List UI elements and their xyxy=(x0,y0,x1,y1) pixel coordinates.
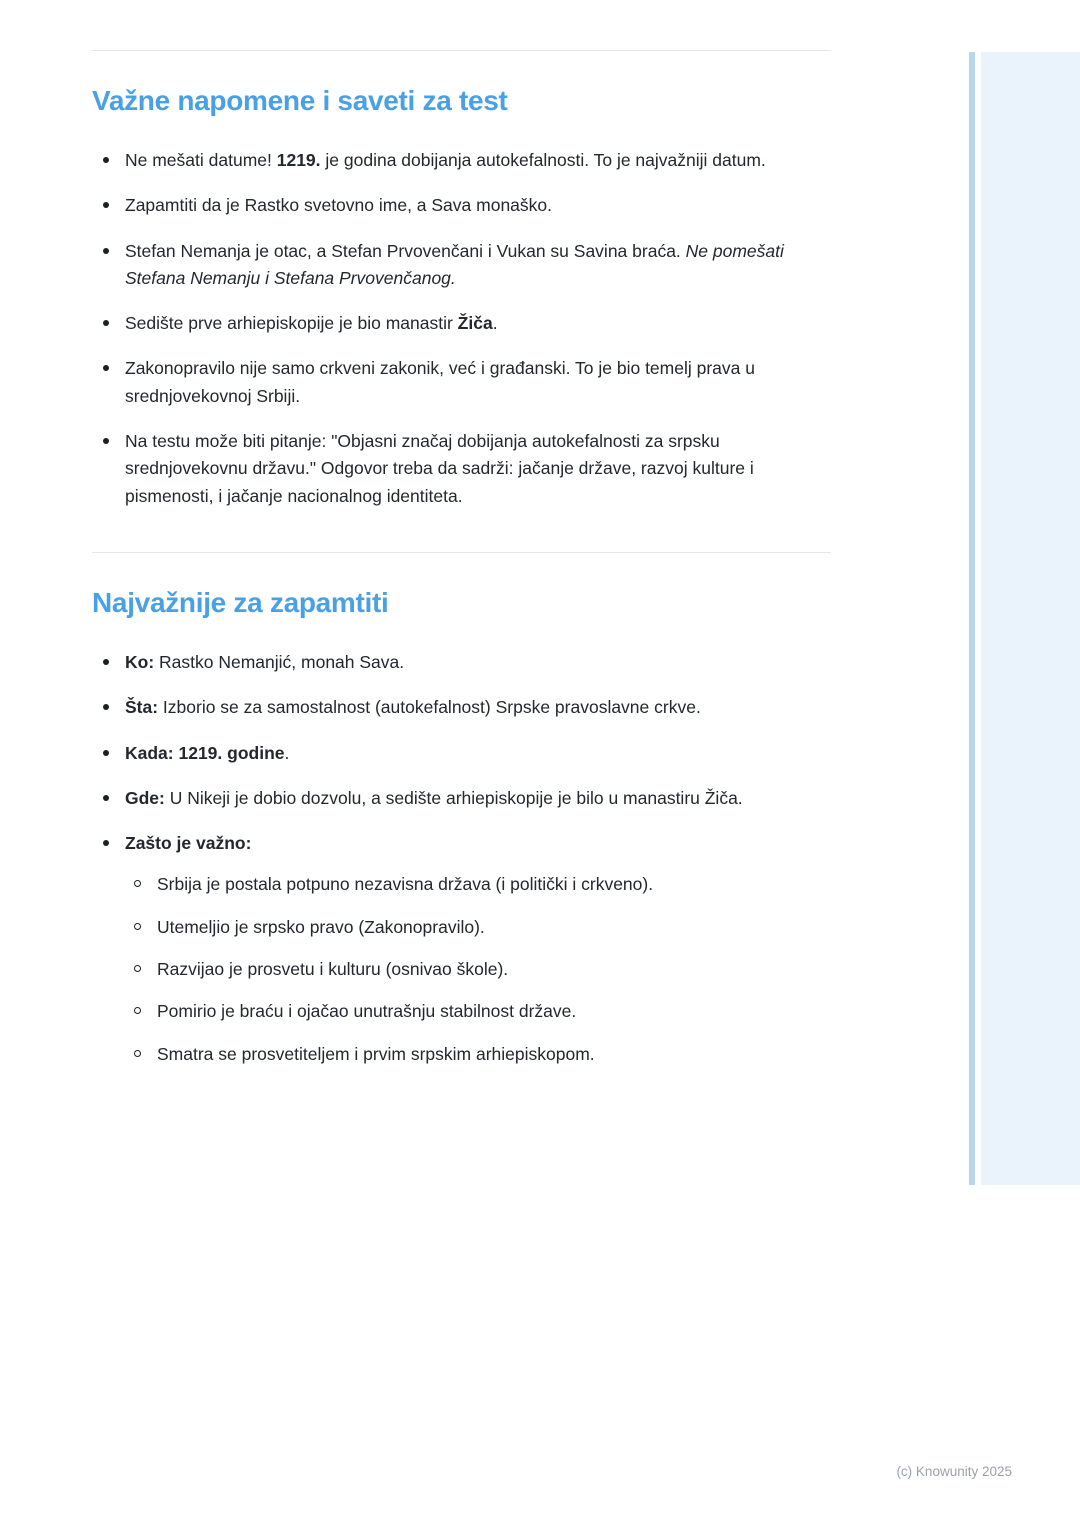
text-segment: Stefan Nemanja je otac, a Stefan Prvovenčani i Vukan su Savina braća. xyxy=(125,240,686,261)
text-segment: U Nikeji je dobio dozvolu, a sedište arhiepiskopije je bilo u manastiru Žiča. xyxy=(164,787,743,808)
list-item xyxy=(92,238,831,293)
text-segment-bold: Zašto je važno: xyxy=(125,833,252,854)
text-segment-bold: Kada: 1219. godine xyxy=(125,742,285,763)
sub-list-item xyxy=(125,1041,831,1068)
text-segment-bold: Šta: xyxy=(125,697,159,718)
list-item xyxy=(92,785,831,812)
list-item xyxy=(92,355,831,410)
section-key-takeaways xyxy=(92,587,831,1068)
text-segment: Utemeljio je srpsko pravo (Zakonopravilo). xyxy=(157,916,485,937)
bullet-list xyxy=(92,649,831,1068)
text-segment: Zapamtiti da je Rastko svetovno ime, a Sava monaško. xyxy=(125,195,553,216)
text-segment-bold: Žiča xyxy=(457,313,493,334)
list-item xyxy=(92,428,831,510)
text-segment: Smatra se prosvetiteljem i prvim srpskim arhiepiskopom. xyxy=(157,1043,595,1064)
text-segment: Srbija je postala potpuno nezavisna država (i politički i crkveno). xyxy=(157,874,654,895)
text-segment: . xyxy=(492,313,498,334)
text-segment: Pomirio je braću i ojačao unutrašnju stabilnost države. xyxy=(157,1001,577,1022)
copyright-text: (c) Knowunity 2025 xyxy=(896,1464,1012,1479)
sub-list-item xyxy=(125,871,831,898)
text-segment-italic: Ne pomešati Stefana Nemanju i Stefana Prvovenčanog. xyxy=(125,240,784,288)
content-column xyxy=(92,0,831,1086)
text-segment: Razvijao je prosvetu i kulturu (osnivao škole). xyxy=(157,959,509,980)
list-item xyxy=(92,830,831,1068)
text-segment: Rastko Nemanjić, monah Sava. xyxy=(154,651,405,672)
section-important-notes xyxy=(92,85,831,510)
section-title: Najvažnije za zapamtiti xyxy=(92,586,389,618)
list-item xyxy=(92,694,831,721)
list-item xyxy=(92,147,831,174)
list-item xyxy=(92,740,831,767)
text-segment: Sedište prve arhiepiskopije je bio manastir xyxy=(125,313,458,334)
page-edge-accent-line xyxy=(969,52,975,1185)
sub-list-item xyxy=(125,998,831,1025)
list-item xyxy=(92,192,831,219)
section-divider xyxy=(92,552,831,553)
list-item xyxy=(92,649,831,676)
sub-list-item xyxy=(125,914,831,941)
right-margin-panel xyxy=(981,52,1080,1185)
text-segment: Izborio se za samostalnost (autokefalnost) Srpske pravoslavne crkve. xyxy=(158,697,701,718)
text-segment: Na testu može biti pitanje: "Objasni značaj dobijanja autokefalnosti za srpsku srednjovekovnu državu." Odgovor treba da sadrži: jačanje države, razvoj kulture i pismenosti, i jačanje nacionalnog identiteta. xyxy=(125,431,754,506)
section-title: Važne napomene i saveti za test xyxy=(92,85,508,116)
text-segment: Ne mešati datume! xyxy=(125,150,277,170)
text-segment: je godina dobijanja autokefalnosti. To je najvažniji datum. xyxy=(320,150,766,170)
text-segment-bold: Gde: xyxy=(125,787,165,808)
bullet-list xyxy=(92,147,831,510)
text-segment: . xyxy=(284,742,290,763)
sub-bullet-list xyxy=(125,871,831,1067)
text-segment-bold: 1219. xyxy=(276,150,321,170)
list-item xyxy=(92,310,831,337)
text-segment-bold: Ko: xyxy=(125,651,155,672)
text-segment: Zakonopravilo nije samo crkveni zakonik, već i građanski. To je bio temelj prava u srednjovekovnoj Srbiji. xyxy=(125,358,755,406)
top-divider xyxy=(92,50,831,51)
sub-list-item xyxy=(125,956,831,983)
